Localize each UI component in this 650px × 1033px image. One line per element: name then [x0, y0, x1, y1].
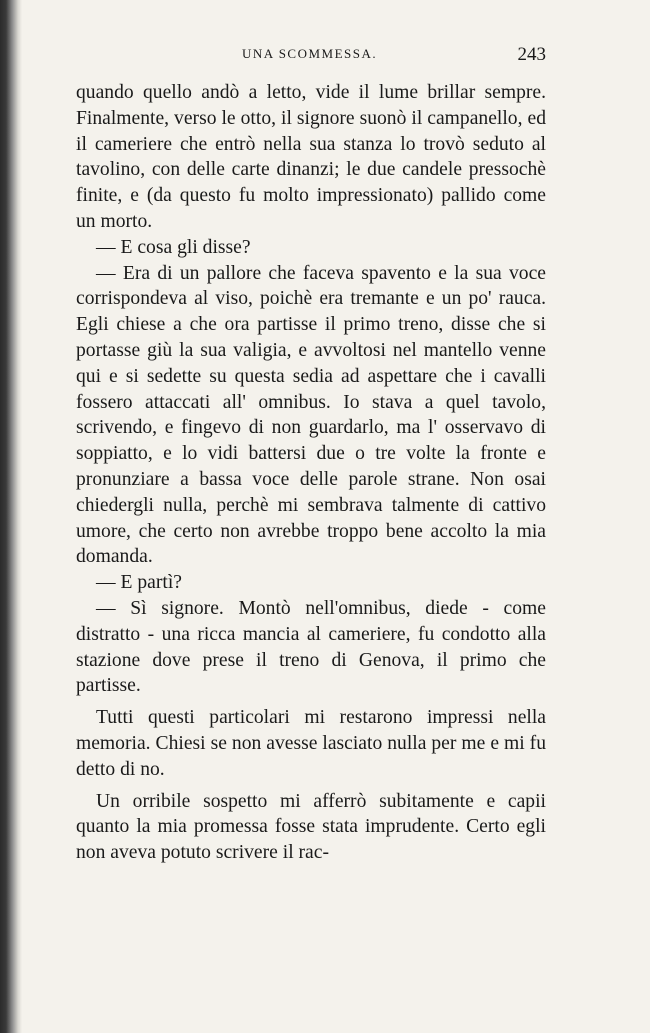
- book-page: [76, 40, 546, 866]
- running-head: [76, 40, 546, 80]
- dialogue-line: — E cosa gli disse?: [96, 236, 251, 258]
- dialogue-line: — Sì signore. Montò nell'omnibus, diede - come distratto - una ricca mancia al cameriere, fu condotto alla stazione dove prese il treno di Genova, il primo che partisse.: [76, 597, 546, 697]
- dialogue-line: — E partì?: [96, 572, 182, 594]
- dialogue-line: — Era di un pallore che faceva spavento e la sua voce corrispondeva al viso, poichè era tremante e un po' rauca. Egli chiese a che ora partisse il primo treno, disse che si portasse giù la sua valigia, e avvoltosi nel mantello venne qui e si sedette su questa sedia ad aspettare che i cavalli fossero attaccati all' omnibus. Io stava a quel tavolo, scrivendo, e fingevo di non guardarlo, ma l' osservavo di soppiatto, e lo vidi battersi due o tre volte la fronte e pronunziare a bassa voce delle parole strane. Non osai chiedergli nulla, perchè mi sembrava talmente di cattivo umore, che certo non avrebbe troppo bene accolto la mia domanda.: [76, 262, 546, 568]
- body-text: [76, 80, 546, 866]
- paragraph: Un orribile sospetto mi afferrò subitamente e capii quanto la mia promessa fosse stata imprudente. Certo egli non aveva potuto scrivere il rac-: [76, 790, 546, 864]
- page-binding-edge: [0, 0, 22, 1033]
- paragraph: quando quello andò a letto, vide il lume brillar sempre. Finalmente, verso le otto, il signore suonò il campanello, ed il cameriere che entrò nella sua stanza lo trovò seduto al tavolino, con delle carte dinanzi; le due candele pressochè finite, e (da questo fu molto impressionato) pallido come un morto.: [76, 82, 546, 232]
- paragraph: Tutti questi particolari mi restarono impressi nella memoria. Chiesi se non avesse lasciato nulla per me e mi fu detto di no.: [76, 707, 546, 780]
- running-title: UNA SCOMMESSA.: [242, 46, 378, 61]
- page-number: 243: [517, 44, 546, 65]
